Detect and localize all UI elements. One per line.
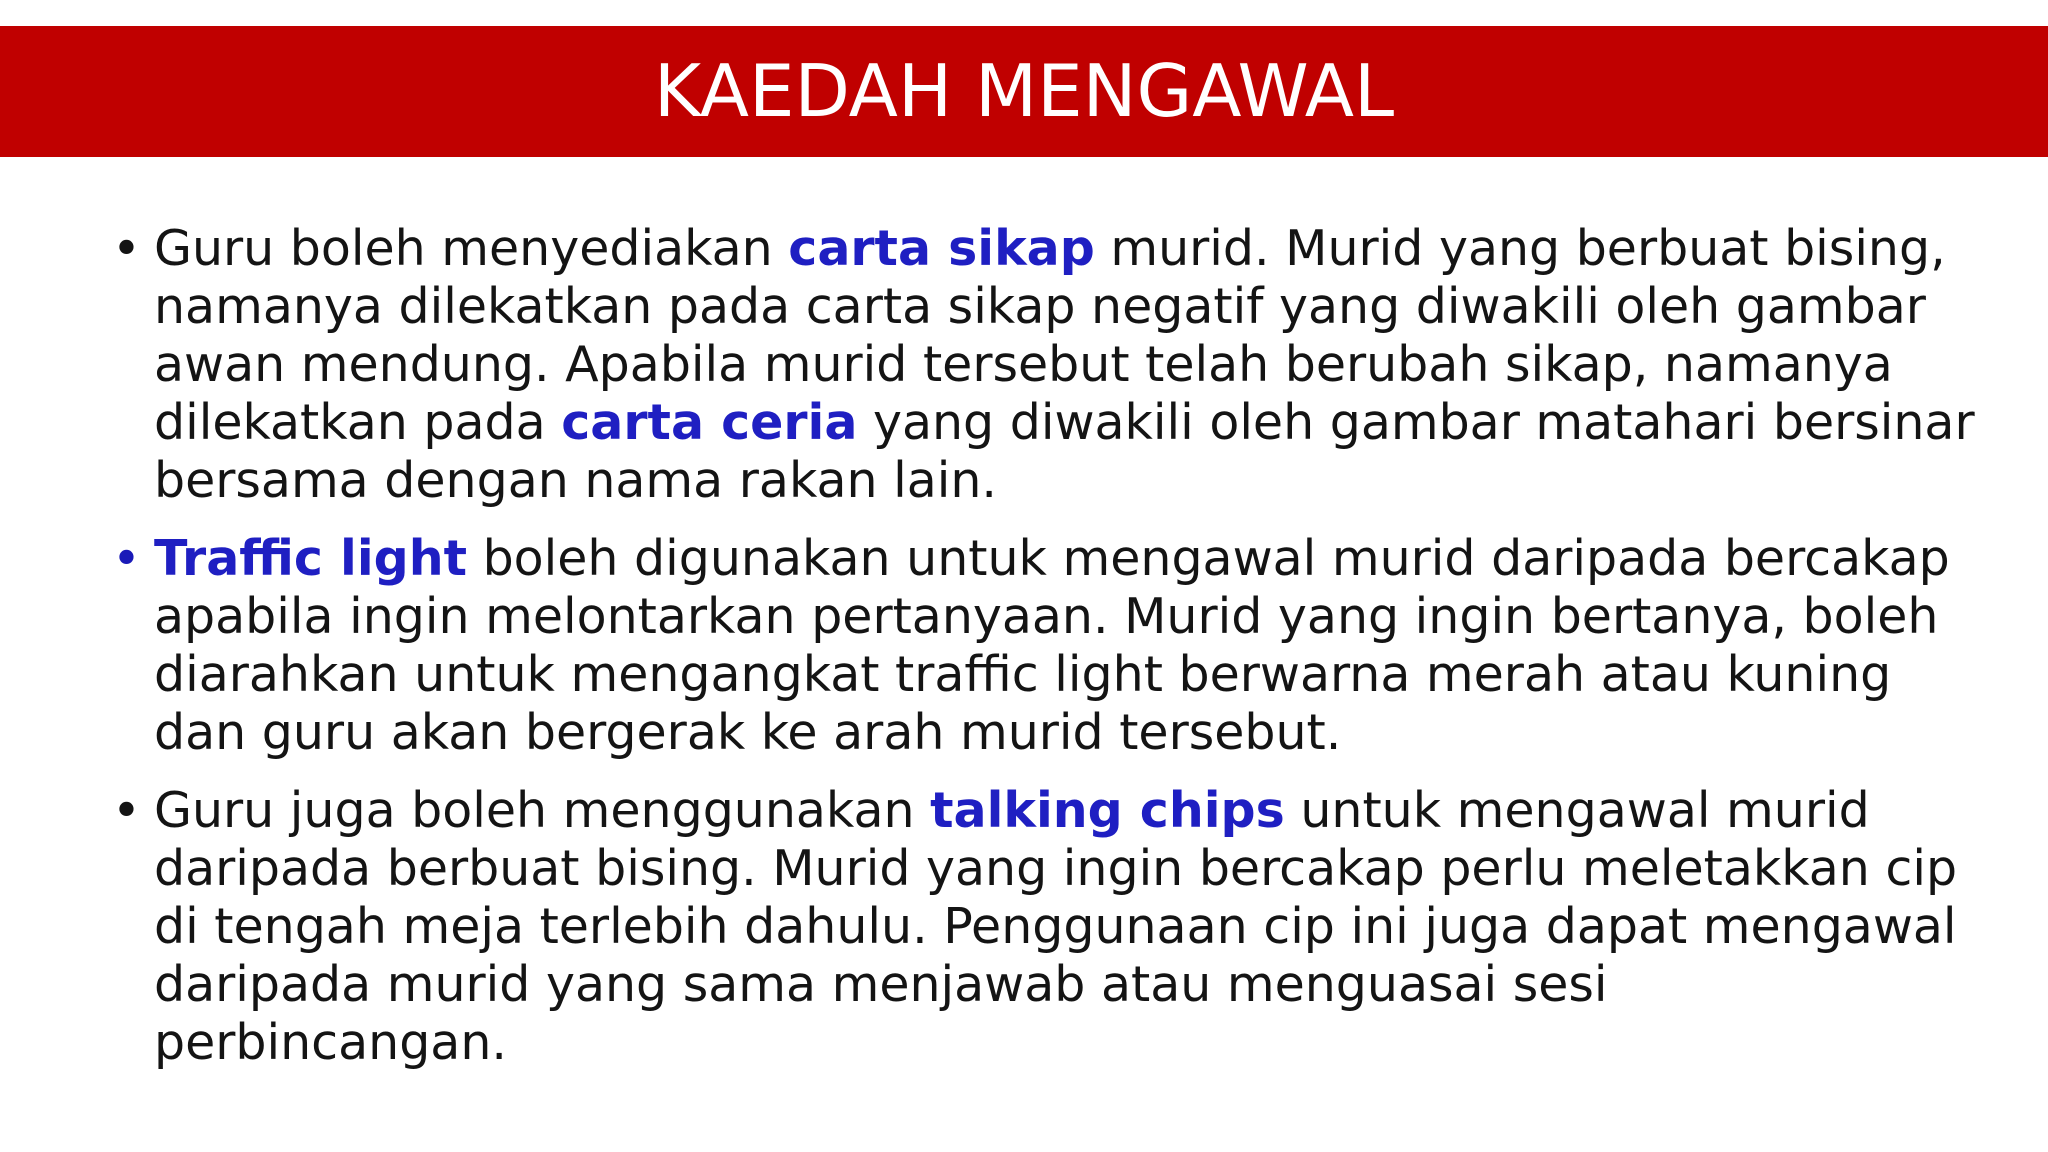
bullet-line: diarahkan untuk mengangkat traffic light berwarna merah atau kuning	[154, 646, 1892, 703]
text-segment: dilekatkan pada	[154, 394, 562, 451]
bullet-icon: •	[112, 530, 141, 587]
bullet-line: dan guru akan bergerak ke arah murid tersebut.	[154, 704, 1342, 761]
bullet-line	[154, 530, 1950, 588]
text-segment: untuk mengawal murid	[1284, 782, 1870, 839]
keyword-traffic-light: Traffic light	[154, 530, 467, 587]
bullet-item-carta-sikap	[112, 220, 1975, 510]
bullet-line: daripada murid yang sama menjawab atau menguasai sesi	[154, 956, 1608, 1013]
keyword-carta-ceria: carta ceria	[561, 394, 858, 451]
bullet-item-traffic-light	[112, 530, 1950, 762]
bullet-line: daripada berbuat bising. Murid yang ingin bercakap perlu meletakkan cip	[154, 840, 1958, 897]
text-segment: Guru boleh menyediakan	[154, 220, 789, 277]
text-segment: yang diwakili oleh gambar matahari bersinar	[857, 394, 1975, 451]
bullet-line: di tengah meja terlebih dahulu. Penggunaan cip ini juga dapat mengawal	[154, 898, 1957, 955]
bullet-line: awan mendung. Apabila murid tersebut telah berubah sikap, namanya	[154, 336, 1893, 393]
keyword-carta-sikap: carta sikap	[788, 220, 1095, 277]
bullet-line	[154, 220, 1946, 278]
bullet-line: apabila ingin melontarkan pertanyaan. Murid yang ingin bertanya, boleh	[154, 588, 1939, 645]
bullet-icon: •	[112, 782, 141, 839]
keyword-talking-chips: talking chips	[930, 782, 1285, 839]
bullet-list	[112, 220, 1975, 1092]
bullet-icon: •	[112, 220, 141, 277]
bullet-line	[154, 394, 1975, 452]
bullet-line: namanya dilekatkan pada carta sikap negatif yang diwakili oleh gambar	[154, 278, 1926, 335]
bullet-line	[154, 782, 1942, 840]
text-segment: murid. Murid yang berbuat bising,	[1094, 220, 1946, 277]
bullet-item-talking-chips	[112, 782, 1958, 1072]
text-segment: Guru juga boleh menggunakan	[154, 782, 931, 839]
bullet-line: perbincangan.	[154, 1014, 507, 1071]
text-segment: boleh digunakan untuk mengawal murid daripada bercakap	[467, 530, 1950, 587]
slide-title: KAEDAH MENGAWAL	[653, 49, 1395, 133]
bullet-line: bersama dengan nama rakan lain.	[154, 452, 998, 509]
